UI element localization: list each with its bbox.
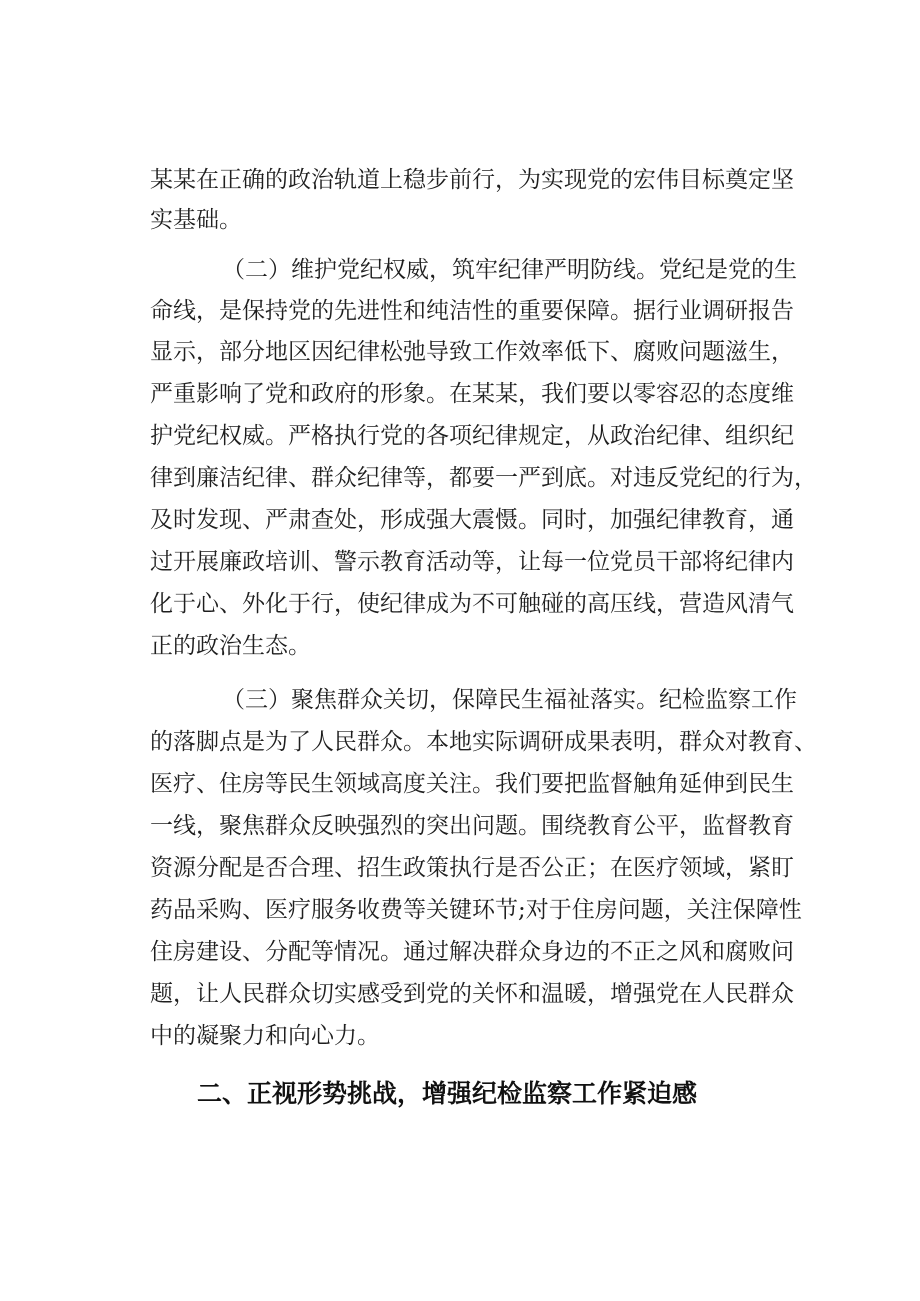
paragraph-line: 及时发现、严肃查处，形成强大震慑。同时，加强纪律教育，通 [150, 507, 794, 533]
paragraph-line: 护党纪权威。严格执行党的各项纪律规定，从政治纪律、组织纪 [150, 423, 794, 449]
paragraph-line: 化于心、外化于行，使纪律成为不可触碰的高压线，营造风清气 [150, 591, 794, 617]
paragraph-line: 实基础。 [150, 207, 242, 233]
paragraph-line: 一线，聚焦群众反映强烈的突出问题。围绕教育公平，监督教育 [150, 813, 794, 839]
paragraph-line: 中的凝聚力和向心力。 [150, 1023, 380, 1049]
paragraph-line: 显示，部分地区因纪律松弛导致工作效率低下、腐败问题滋生， [150, 339, 794, 365]
paragraph-line: 某某在正确的政治轨道上稳步前行，为实现党的宏伟目标奠定坚 [150, 167, 794, 193]
paragraph-line: 医疗、住房等民生领域高度关注。我们要把监督触角延伸到民生 [150, 771, 794, 797]
paragraph-line: 过开展廉政培训、警示教育活动等，让每一位党员干部将纪律内 [150, 549, 794, 575]
paragraph-line: 命线，是保持党的先进性和纯洁性的重要保障。据行业调研报告 [150, 298, 794, 324]
paragraph-line: 药品采购、医疗服务收费等关键环节;对于住房问题，关注保障性 [150, 897, 802, 923]
paragraph-line: 住房建设、分配等情况。通过解决群众身边的不正之风和腐败问 [150, 939, 794, 965]
section-heading: 二、正视形势挑战，增强纪检监察工作紧迫感 [197, 1079, 698, 1108]
paragraph-line: 严重影响了党和政府的形象。在某某，我们要以零容忍的态度维 [150, 381, 794, 407]
paragraph-line: 律到廉洁纪律、群众纪律等，都要一严到底。对违反党纪的行为， [150, 465, 817, 491]
paragraph-line: （二）维护党纪权威，筑牢纪律严明防线。党纪是党的生 [222, 257, 797, 283]
paragraph-line: 的落脚点是为了人民群众。本地实际调研成果表明，群众对教育、 [150, 729, 817, 755]
paragraph-line: 正的政治生态。 [150, 633, 311, 659]
paragraph-line: 资源分配是否合理、招生政策执行是否公正；在医疗领域，紧盯 [150, 855, 794, 881]
paragraph-line: 题，让人民群众切实感受到党的关怀和温暖，增强党在人民群众 [150, 981, 794, 1007]
paragraph-line: （三）聚焦群众关切，保障民生福祉落实。纪检监察工作 [222, 687, 797, 713]
